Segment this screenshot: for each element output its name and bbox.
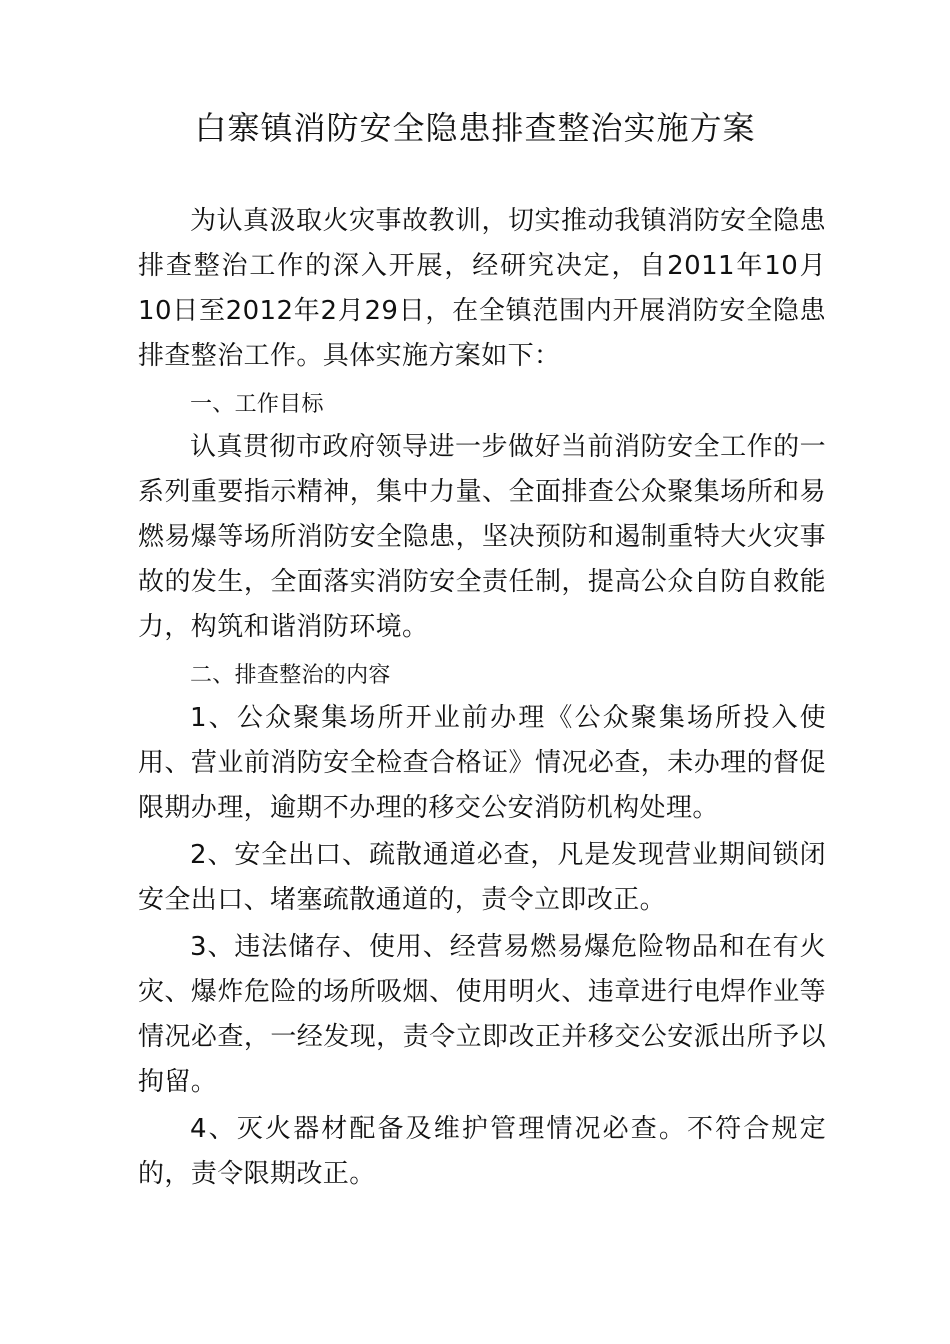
- intro-paragraph: 为认真汲取火灾事故教训，切实推动我镇消防安全隐患排查整治工作的深入开展，经研究决定，自2011年10月10日至2012年2月29日，在全镇范围内开展消防安全隐患排查整治工作。具体实施方案如下：: [138, 206, 826, 371]
- list-item: 4、灭火器材配备及维护管理情况必查。不符合规定的，责令限期改正。: [138, 1114, 826, 1189]
- document-title: 白寨镇消防安全隐患排查整治实施方案: [194, 109, 756, 147]
- section-heading-goals: 一、工作目标: [190, 392, 324, 417]
- section-heading-contents: 二、排查整治的内容: [190, 663, 391, 688]
- list-item: 2、安全出口、疏散通道必查，凡是发现营业期间锁闭安全出口、堵塞疏散通道的，责令立即改正。: [138, 840, 826, 915]
- list-item: 1、公众聚集场所开业前办理《公众聚集场所投入使用、营业前消防安全检查合格证》情况必查，未办理的督促限期办理，逾期不办理的移交公安消防机构处理。: [138, 703, 826, 823]
- list-item: 3、违法储存、使用、经营易燃易爆危险物品和在有火灾、爆炸危险的场所吸烟、使用明火、违章进行电焊作业等情况必查，一经发现，责令立即改正并移交公安派出所予以拘留。: [138, 932, 826, 1097]
- goals-paragraph: 认真贯彻市政府领导进一步做好当前消防安全工作的一系列重要指示精神，集中力量、全面排查公众聚集场所和易燃易爆等场所消防安全隐患，坚决预防和遏制重特大火灾事故的发生，全面落实消防安全责任制，提高公众自防自救能力，构筑和谐消防环境。: [138, 432, 826, 642]
- document-body: [138, 199, 826, 1197]
